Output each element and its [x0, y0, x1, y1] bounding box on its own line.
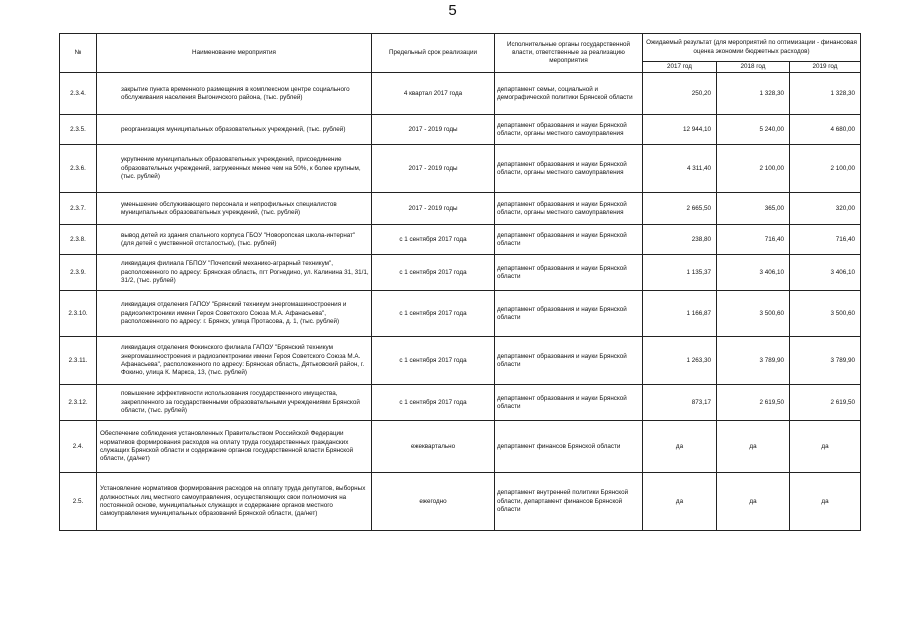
row-value-2017: 873,17	[643, 385, 717, 421]
row-value-2018: 365,00	[717, 193, 790, 225]
row-value-2019: да	[790, 421, 861, 473]
row-executor: департамент образования и науки Брянской области, органы местного самоуправления	[495, 115, 643, 145]
row-value-2019: 3 406,10	[790, 255, 861, 291]
page-number: 5	[448, 2, 457, 19]
row-value-2017: 1 135,37	[643, 255, 717, 291]
row-measure-name: вывод детей из здания спального корпуса ГБОУ "Новоропская школа-интернат" (для детей с умственной отсталостью), (тыс. рублей)	[97, 225, 372, 255]
row-value-2019: 3 500,60	[790, 291, 861, 337]
row-value-2017: 250,20	[643, 73, 717, 115]
row-deadline: 2017 - 2019 годы	[372, 193, 495, 225]
row-value-2018: 2 100,00	[717, 145, 790, 193]
row-value-2017: да	[643, 421, 717, 473]
row-value-2017: да	[643, 473, 717, 531]
row-number: 2.3.12.	[60, 385, 97, 421]
row-number: 2.3.7.	[60, 193, 97, 225]
row-value-2017: 238,80	[643, 225, 717, 255]
table-row	[60, 385, 861, 421]
row-value-2019: 1 328,30	[790, 73, 861, 115]
row-executor: департамент образования и науки Брянской области	[495, 337, 643, 385]
row-number: 2.3.11.	[60, 337, 97, 385]
row-measure-name: Обеспечение соблюдения установленных Правительством Российской Федерации нормативов формирования расходов на оплату труда государственных гражданских служащих Брянской области и содержание органов государственной власти Брянской области, (да/нет)	[97, 421, 372, 473]
header-name: Наименование мероприятия	[97, 34, 372, 73]
row-value-2019: 716,40	[790, 225, 861, 255]
row-measure-name: уменьшение обслуживающего персонала и непрофильных специалистов муниципальных образовательных учреждений, (тыс. рублей)	[97, 193, 372, 225]
row-deadline: с 1 сентября 2017 года	[372, 291, 495, 337]
header-year-2018: 2018 год	[717, 62, 790, 73]
row-deadline: с 1 сентября 2017 года	[372, 385, 495, 421]
row-value-2017: 12 944,10	[643, 115, 717, 145]
row-measure-name: повышение эффективности использования государственного имущества, закрепленного за государственными образовательными учреждениями Брянской области, (тыс. рублей)	[97, 385, 372, 421]
table-row	[60, 421, 861, 473]
row-number: 2.3.9.	[60, 255, 97, 291]
row-value-2018: 1 328,30	[717, 73, 790, 115]
row-value-2017: 1 166,87	[643, 291, 717, 337]
row-executor: департамент финансов Брянской области	[495, 421, 643, 473]
header-num: №	[60, 34, 97, 73]
row-executor: департамент образования и науки Брянской области, органы местного самоуправления	[495, 193, 643, 225]
row-measure-name: Установление нормативов формирования расходов на оплату труда депутатов, выборных должностных лиц местного самоуправления, осуществляющих свои полномочия на постоянной основе, муниципальных служащих и содержание органов местного самоуправления муниципальных образований Брянской области, (да/нет)	[97, 473, 372, 531]
row-deadline: с 1 сентября 2017 года	[372, 337, 495, 385]
row-deadline: ежеквартально	[372, 421, 495, 473]
measures-table	[59, 33, 861, 531]
row-executor: департамент образования и науки Брянской области, органы местного самоуправления	[495, 145, 643, 193]
table-row	[60, 193, 861, 225]
row-value-2017: 4 311,40	[643, 145, 717, 193]
table-row	[60, 225, 861, 255]
table-row	[60, 255, 861, 291]
row-measure-name: реорганизация муниципальных образовательных учреждений, (тыс. рублей)	[97, 115, 372, 145]
row-executor: департамент образования и науки Брянской области	[495, 225, 643, 255]
row-value-2018: 2 619,50	[717, 385, 790, 421]
row-value-2019: да	[790, 473, 861, 531]
table-row	[60, 473, 861, 531]
row-value-2018: 3 789,90	[717, 337, 790, 385]
row-number: 2.3.10.	[60, 291, 97, 337]
row-value-2019: 320,00	[790, 193, 861, 225]
header-executor: Исполнительные органы государственной власти, ответственные за реализацию мероприятия	[495, 34, 643, 73]
row-value-2018: да	[717, 421, 790, 473]
row-number: 2.3.6.	[60, 145, 97, 193]
row-measure-name: укрупнение муниципальных образовательных учреждений, присоединение образовательных учреждений, загруженных менее чем на 50%, к более крупным, (тыс. рублей)	[97, 145, 372, 193]
row-measure-name: ликвидация отделения ГАПОУ "Брянский техникум энергомашиностроения и радиоэлектроники имени Героя Советского Союза М.А. Афанасьева", расположенного по адресу: г. Брянск, улица Протасова, д. 1, (тыс. рублей)	[97, 291, 372, 337]
table-row	[60, 291, 861, 337]
table-row	[60, 337, 861, 385]
row-executor: департамент образования и науки Брянской области	[495, 291, 643, 337]
row-number: 2.5.	[60, 473, 97, 531]
row-value-2017: 1 263,30	[643, 337, 717, 385]
row-value-2019: 3 789,90	[790, 337, 861, 385]
table-row	[60, 115, 861, 145]
table-row	[60, 145, 861, 193]
row-value-2018: да	[717, 473, 790, 531]
row-deadline: 2017 - 2019 годы	[372, 145, 495, 193]
header-term: Предельный срок реализации	[372, 34, 495, 73]
row-deadline: 2017 - 2019 годы	[372, 115, 495, 145]
row-value-2018: 5 240,00	[717, 115, 790, 145]
row-deadline: с 1 сентября 2017 года	[372, 225, 495, 255]
row-number: 2.3.5.	[60, 115, 97, 145]
row-executor: департамент образования и науки Брянской области	[495, 255, 643, 291]
header-year-2019: 2019 год	[790, 62, 861, 73]
row-measure-name: закрытие пункта временного размещения в комплексном центре социального обслуживания населения Выгоничского района, (тыс. рублей)	[97, 73, 372, 115]
row-executor: департамент образования и науки Брянской области	[495, 385, 643, 421]
row-value-2019: 4 680,00	[790, 115, 861, 145]
row-number: 2.4.	[60, 421, 97, 473]
row-value-2018: 3 500,60	[717, 291, 790, 337]
row-value-2019: 2 100,00	[790, 145, 861, 193]
header-year-2017: 2017 год	[643, 62, 717, 73]
row-value-2018: 3 406,10	[717, 255, 790, 291]
table-row	[60, 73, 861, 115]
header-result: Ожидаемый результат (для мероприятий по оптимизации - финансовая оценка экономии бюджетных расходов)	[643, 34, 861, 62]
row-measure-name: ликвидация филиала ГБПОУ "Почепский механико-аграрный техникум", расположенного по адресу: Брянская область, пгт Рогнедино, ул. Калинина 31, 31/1, 31/2, (тыс. рублей)	[97, 255, 372, 291]
row-value-2018: 716,40	[717, 225, 790, 255]
row-value-2017: 2 665,50	[643, 193, 717, 225]
row-measure-name: ликвидация отделения Фокинского филиала ГАПОУ "Брянский техникум энергомашиностроения и радиоэлектроники имени Героя Советского Союза М.А. Афанасьева", расположенного по адресу: Брянская область, Дятьковский район, г. Фокино, улица К. Маркса, 13, (тыс. рублей)	[97, 337, 372, 385]
row-executor: департамент семьи, социальной и демографической политики Брянской области	[495, 73, 643, 115]
row-value-2019: 2 619,50	[790, 385, 861, 421]
row-number: 2.3.4.	[60, 73, 97, 115]
row-number: 2.3.8.	[60, 225, 97, 255]
row-executor: департамент внутренней политики Брянской области, департамент финансов Брянской области	[495, 473, 643, 531]
row-deadline: 4 квартал 2017 года	[372, 73, 495, 115]
row-deadline: с 1 сентября 2017 года	[372, 255, 495, 291]
row-deadline: ежегодно	[372, 473, 495, 531]
